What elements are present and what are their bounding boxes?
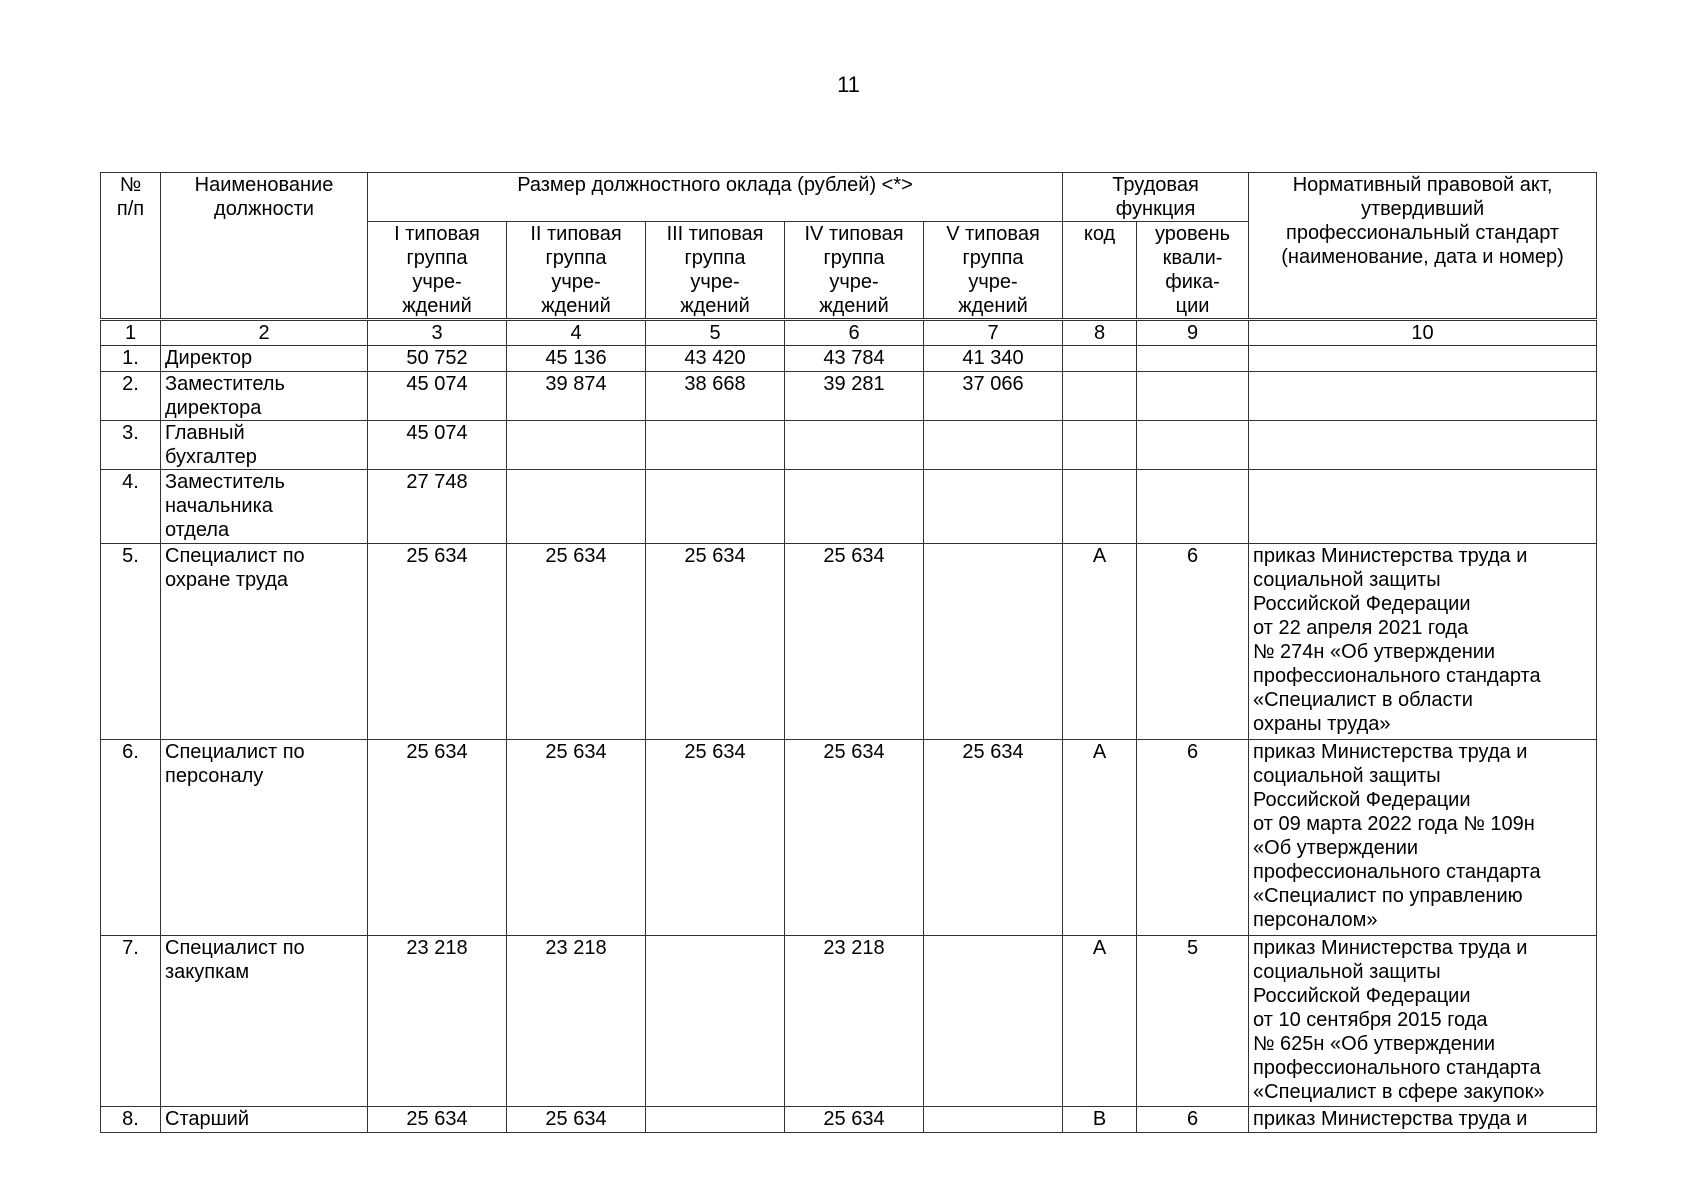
table-row <box>101 544 1597 740</box>
salary-group-4: 25 634 <box>785 544 924 740</box>
column-number: 6 <box>785 320 924 346</box>
qualification-level <box>1137 421 1249 470</box>
column-number-row <box>101 320 1597 346</box>
qualification-level <box>1137 470 1249 544</box>
salary-group-1: 45 074 <box>368 372 507 421</box>
salary-group-1: 25 634 <box>368 1107 507 1133</box>
salary-group-3: 43 420 <box>646 346 785 372</box>
column-number: 7 <box>924 320 1063 346</box>
salary-group-4: 43 784 <box>785 346 924 372</box>
salary-group-3 <box>646 936 785 1107</box>
salary-group-2 <box>507 470 646 544</box>
row-num: 6. <box>101 740 161 936</box>
table-row <box>101 1107 1597 1133</box>
header-group-2: II типовая группа учре- ждений <box>507 222 646 320</box>
table-row <box>101 936 1597 1107</box>
legal-act <box>1249 421 1597 470</box>
position-name: Директор <box>161 346 368 372</box>
salary-group-2: 45 136 <box>507 346 646 372</box>
salary-group-3 <box>646 470 785 544</box>
column-number: 5 <box>646 320 785 346</box>
salary-group-1: 27 748 <box>368 470 507 544</box>
salary-group-2: 23 218 <box>507 936 646 1107</box>
legal-act <box>1249 372 1597 421</box>
qualification-level: 6 <box>1137 1107 1249 1133</box>
column-number: 8 <box>1063 320 1137 346</box>
position-name: Старший <box>161 1107 368 1133</box>
salary-group-3: 25 634 <box>646 740 785 936</box>
row-num: 8. <box>101 1107 161 1133</box>
salary-group-1: 23 218 <box>368 936 507 1107</box>
header-legal-act: Нормативный правовой акт, утвердивший профессиональный стандарт (наименование, дата и номер) <box>1249 173 1597 320</box>
row-num: 4. <box>101 470 161 544</box>
header-code: код <box>1063 222 1137 320</box>
salary-group-4: 39 281 <box>785 372 924 421</box>
function-code: А <box>1063 936 1137 1107</box>
row-num: 1. <box>101 346 161 372</box>
function-code <box>1063 346 1137 372</box>
position-name: Заместитель директора <box>161 372 368 421</box>
page-number: 11 <box>837 72 860 97</box>
salary-group-3: 38 668 <box>646 372 785 421</box>
qualification-level: 6 <box>1137 740 1249 936</box>
salary-group-5 <box>924 421 1063 470</box>
legal-act: приказ Министерства труда и <box>1249 1107 1597 1133</box>
table-row <box>101 740 1597 936</box>
salary-group-2: 25 634 <box>507 1107 646 1133</box>
salary-group-4: 23 218 <box>785 936 924 1107</box>
header-group-5: V типовая группа учре- ждений <box>924 222 1063 320</box>
salary-group-3 <box>646 1107 785 1133</box>
header-level: уровень квали- фика- ции <box>1137 222 1249 320</box>
row-num: 2. <box>101 372 161 421</box>
legal-act <box>1249 470 1597 544</box>
salary-group-5: 41 340 <box>924 346 1063 372</box>
salary-group-4: 25 634 <box>785 740 924 936</box>
position-name: Специалист по охране труда <box>161 544 368 740</box>
salary-group-4 <box>785 421 924 470</box>
qualification-level: 6 <box>1137 544 1249 740</box>
column-number: 10 <box>1249 320 1597 346</box>
function-code: А <box>1063 544 1137 740</box>
salary-group-5 <box>924 1107 1063 1133</box>
salary-group-5 <box>924 544 1063 740</box>
position-name: Заместитель начальника отдела <box>161 470 368 544</box>
legal-act: приказ Министерства труда и социальной защиты Российской Федерации от 10 сентября 2015 года № 625н «Об утверждении профессионального стандарта «Специалист в сфере закупок» <box>1249 936 1597 1107</box>
salary-group-2: 25 634 <box>507 740 646 936</box>
salary-group-5: 37 066 <box>924 372 1063 421</box>
row-num: 3. <box>101 421 161 470</box>
salary-group-2: 39 874 <box>507 372 646 421</box>
salary-group-3 <box>646 421 785 470</box>
column-number: 2 <box>161 320 368 346</box>
function-code <box>1063 372 1137 421</box>
salary-group-5 <box>924 936 1063 1107</box>
salary-group-5 <box>924 470 1063 544</box>
position-name: Специалист по закупкам <box>161 936 368 1107</box>
row-num: 7. <box>101 936 161 1107</box>
column-number: 1 <box>101 320 161 346</box>
header-group-4: IV типовая группа учре- ждений <box>785 222 924 320</box>
salary-group-2: 25 634 <box>507 544 646 740</box>
header-group-3: III типовая группа учре- ждений <box>646 222 785 320</box>
position-name: Специалист по персоналу <box>161 740 368 936</box>
header-position: Наименование должности <box>161 173 368 320</box>
qualification-level <box>1137 346 1249 372</box>
table-row <box>101 372 1597 421</box>
table-row <box>101 470 1597 544</box>
legal-act: приказ Министерства труда и социальной защиты Российской Федерации от 22 апреля 2021 года № 274н «Об утверждении профессионального стандарта «Специалист в области охраны труда» <box>1249 544 1597 740</box>
column-number: 9 <box>1137 320 1249 346</box>
function-code: В <box>1063 1107 1137 1133</box>
header-salary-group: Размер должностного оклада (рублей) <*> <box>368 173 1063 222</box>
qualification-level <box>1137 372 1249 421</box>
legal-act: приказ Министерства труда и социальной защиты Российской Федерации от 09 марта 2022 года № 109н «Об утверждении профессионального стандарта «Специалист по управлению персоналом» <box>1249 740 1597 936</box>
salary-group-2 <box>507 421 646 470</box>
salary-group-3: 25 634 <box>646 544 785 740</box>
salary-group-1: 25 634 <box>368 740 507 936</box>
column-number: 3 <box>368 320 507 346</box>
table-row <box>101 346 1597 372</box>
function-code <box>1063 421 1137 470</box>
header-num: № п/п <box>101 173 161 320</box>
salary-table <box>100 172 1597 1133</box>
table-row <box>101 421 1597 470</box>
legal-act <box>1249 346 1597 372</box>
salary-group-5: 25 634 <box>924 740 1063 936</box>
row-num: 5. <box>101 544 161 740</box>
salary-group-4: 25 634 <box>785 1107 924 1133</box>
column-number: 4 <box>507 320 646 346</box>
function-code: А <box>1063 740 1137 936</box>
salary-group-1: 50 752 <box>368 346 507 372</box>
header-group-1: I типовая группа учре- ждений <box>368 222 507 320</box>
position-name: Главный бухгалтер <box>161 421 368 470</box>
header-labor-function: Трудовая функция <box>1063 173 1249 222</box>
salary-group-1: 45 074 <box>368 421 507 470</box>
salary-group-1: 25 634 <box>368 544 507 740</box>
salary-group-4 <box>785 470 924 544</box>
qualification-level: 5 <box>1137 936 1249 1107</box>
function-code <box>1063 470 1137 544</box>
